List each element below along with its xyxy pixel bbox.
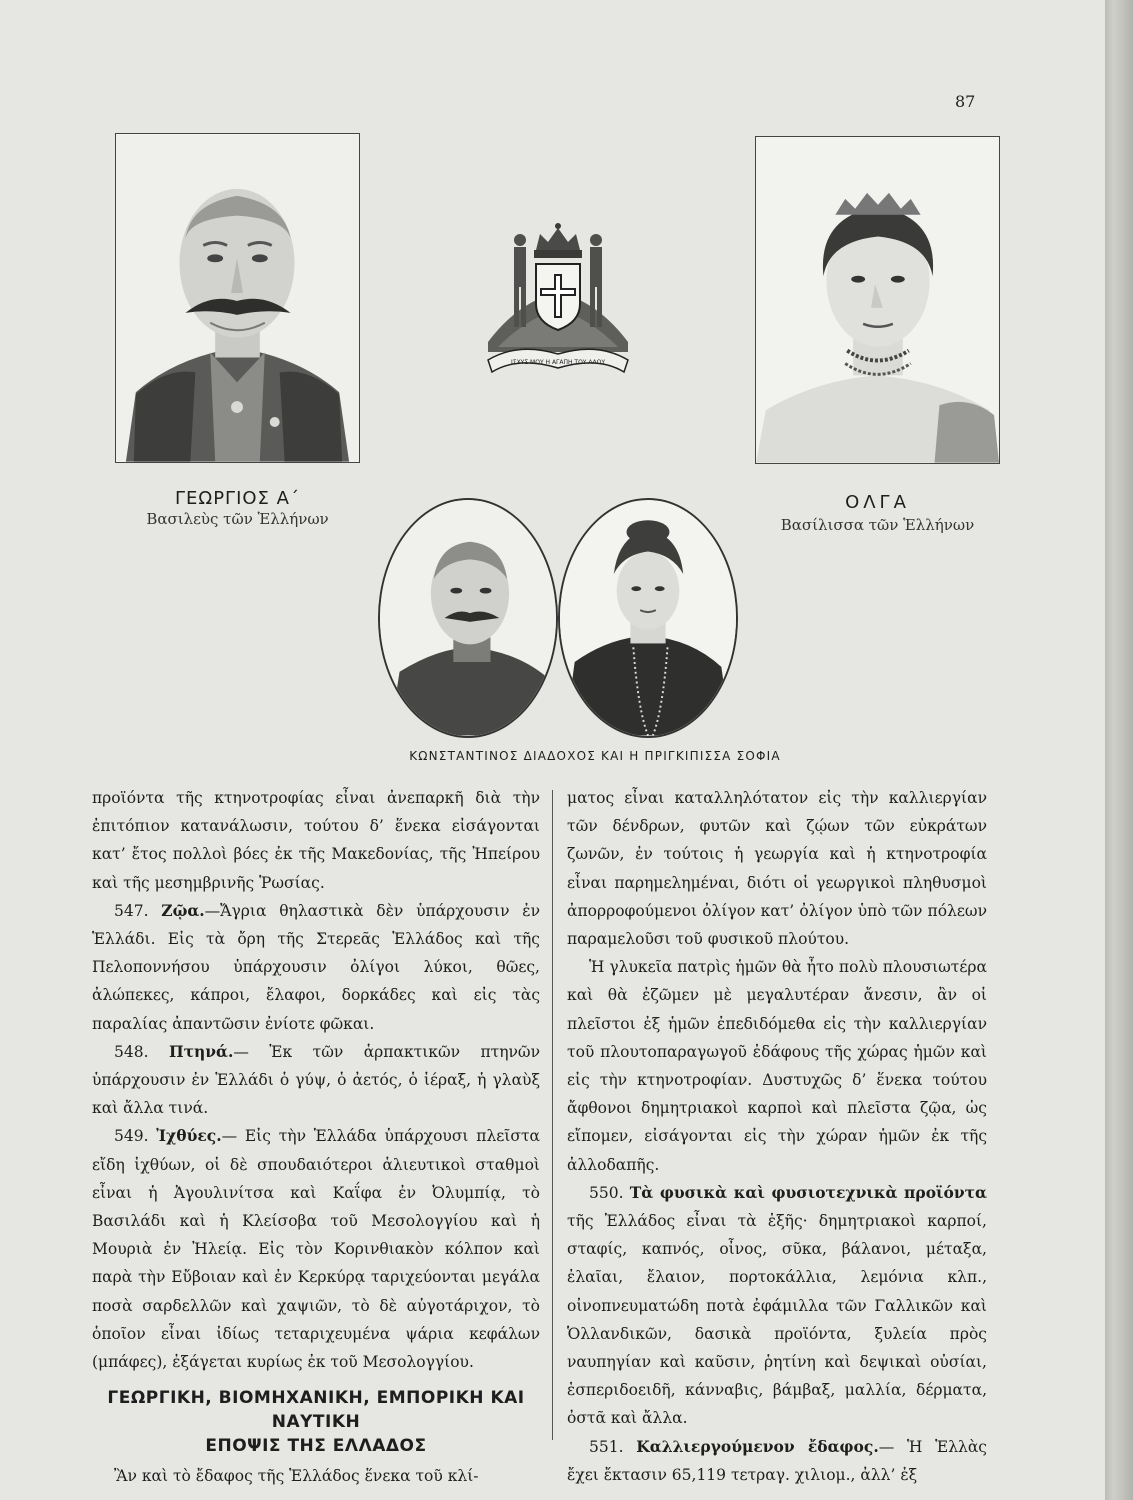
portrait-crown-prince-image	[380, 500, 556, 736]
oval-portraits-caption: ΚΩΝΣΤΑΝΤΙΝΟΣ ΔΙΑΔΟΧΟΣ ΚΑΙ Η ΠΡΙΓΚΙΠΙΣΣΑ ΣΟΦΙΑ	[409, 749, 781, 763]
section-heading-ichthyes: Ἰχθύες.	[156, 1126, 222, 1146]
section-number: 551.	[589, 1437, 624, 1456]
text-column-right	[567, 784, 987, 1489]
text-column-left	[92, 784, 540, 1490]
portrait-queen-olga-title: Βασίλισσα τῶν Ἑλλήνων	[780, 516, 975, 534]
paragraph: Ἂν καὶ τὸ ἔδαφος τῆς Ἑλλάδος ἕνεκα τοῦ κλί-	[114, 1467, 479, 1486]
section-551	[567, 1433, 987, 1489]
portrait-queen-olga-name: ΟΛΓΑ	[845, 492, 910, 513]
chapter-heading-line1: ΓΕΩΡΓΙΚΗ, ΒΙΟΜΗΧΑΝΙΚΗ, ΕΜΠΟΡΙΚΗ ΚΑΙ ΝΑΥΤΙΚΗ	[107, 1388, 525, 1433]
section-number: 549.	[114, 1127, 149, 1146]
section-549	[92, 1122, 540, 1376]
coat-of-arms	[478, 222, 638, 387]
section-heading-ptina: Πτηνά.	[168, 1041, 234, 1061]
portrait-queen-olga-image	[756, 137, 999, 463]
paragraph: ματος εἶναι καταλληλότατον εἰς τὴν καλλιεργίαν τῶν δένδρων, φυτῶν καὶ ζῴων τῶν εὐκράτων ζωνῶν, ἐν τούτοις ἡ γεωργία καὶ ἡ κτηνοτροφία εἶναι παρημελημέναι, διότι οἱ γεωργικοὶ πληθυσμοὶ ἀπορροφούμενοι ὀλίγον κατ’ ὀλίγον ὑπὸ τῶν πόλεων παραμελοῦσι τοῦ φυσικοῦ πλούτου.	[567, 789, 987, 949]
portrait-crown-prince-constantine	[378, 498, 558, 738]
section-548	[92, 1038, 540, 1123]
section-number: 548.	[114, 1042, 149, 1061]
coat-of-arms-image	[478, 222, 638, 387]
coat-of-arms-motto: ΙΣΧΥΣ ΜΟΥ Η ΑΓΑΠΗ ΤΟΥ ΛΑΟΥ	[511, 359, 605, 366]
column-divider	[552, 790, 553, 1440]
portrait-king-george-name: ΓΕΩΡΓΙΟΣ Α΄	[175, 488, 300, 509]
section-heading-zoa: Ζῷα.	[161, 900, 205, 920]
section-number: 547.	[114, 901, 149, 920]
portrait-queen-olga	[755, 136, 1000, 464]
section-text: — Ἐκ τῶν ἁρπακτικῶν πτηνῶν ὑπάρχουσιν ἐν Ἑλλάδι ὁ γύψ, ὁ ἀετός, ὁ ἱέραξ, ἡ γλαὺξ καὶ ἄλλα τινά.	[92, 1042, 540, 1118]
portrait-king-george-title: Βασιλεὺς τῶν Ἑλλήνων	[146, 510, 329, 528]
paragraph: προϊόντα τῆς κτηνοτροφίας εἶναι ἀνεπαρκῆ διὰ τὴν ἐπιτόπιον κατανάλωσιν, τούτου δ’ ἕνεκα εἰσάγονται κατ’ ἔτος πολλοὶ βόες ἐκ τῆς Μακεδονίας, τῆς Ἠπείρου καὶ τῆς μεσημβρινῆς Ῥωσίας.	[92, 789, 540, 892]
section-547	[92, 897, 540, 1038]
section-550	[567, 1179, 987, 1433]
portrait-princess-sophia-image	[560, 500, 736, 736]
section-heading-cultivated-land: Καλλιεργούμενον ἔδαφος.	[636, 1436, 879, 1456]
portrait-king-george-image	[116, 134, 359, 462]
chapter-heading	[92, 1386, 540, 1458]
portrait-princess-sophia	[558, 498, 738, 738]
portrait-king-george	[115, 133, 360, 463]
section-text: τῆς Ἑλλάδος εἶναι τὰ ἑξῆς· δημητριακοὶ καρποί, σταφίς, καπνός, οἶνος, σῦκα, βάλανοι, μέταξα, ἐλαῖαι, ἔλαιον, πορτοκάλλια, λεμόνια κλπ., οἰνοπνευματώδη ποτὰ ἐφάμιλλα τῶν Γαλλικῶν καὶ Ὁλλανδικῶν, δασικὰ προϊόντα, ξυλεία πρὸς ναυπηγίαν καὶ καῦσιν, ῥητίνη καὶ δεψικαὶ οὐσίαι, ἑσπεριδοειδῆ, κάνναβις, βάμβαξ, μαλλία, δέρματα, ὀστᾶ καὶ ἄλλα.	[567, 1212, 987, 1428]
section-text: — Εἰς τὴν Ἑλλάδα ὑπάρχουσι πλεῖστα εἴδη ἰχθύων, οἱ δὲ σπουδαιότεροι ἁλιευτικοὶ σταθμοὶ εἶναι ἡ Ἀγουλινίτσα καὶ Καΐφα ἐν Ὀλυμπίᾳ, τὸ Βασιλάδι καὶ ἡ Κλείσοβα τοῦ Μεσολογγίου καὶ ἡ Μουριὰ ἐν Ἠλείᾳ. Εἰς τὸν Κορινθιακὸν κόλπον καὶ παρὰ τὴν Εὔβοιαν καὶ ἐν Κερκύρᾳ ταριχεύονται μεγάλα ποσὰ σαρδελλῶν καὶ χαψιῶν, τὸ δὲ αὐγοτάριχον, τὸ ὁποῖον εἶναι ἰδίως τεταριχευμένα ψάρια κεφάλων (μπάφες), ἐξάγεται κυρίως ἐκ τοῦ Μεσολογγίου.	[92, 1127, 540, 1372]
book-page-edge	[1105, 0, 1133, 1500]
section-text: — Ἡ Ἑλλὰς ἔχει ἔκτασιν 65,119 τετραγ. χιλιομ., ἀλλ’ ἐξ	[567, 1437, 987, 1484]
section-heading-products: Τὰ φυσικὰ καὶ φυσιοτεχνικὰ προϊόντα	[629, 1182, 987, 1202]
chapter-heading-line2: ΕΠΟΨΙΣ ΤΗΣ ΕΛΛΑΔΟΣ	[205, 1436, 427, 1457]
section-number: 550.	[589, 1183, 624, 1202]
paragraph: Ἡ γλυκεῖα πατρὶς ἡμῶν θὰ ἦτο πολὺ πλουσιωτέρα καὶ θὰ ἐζῶμεν μὲ μεγαλυτέραν ἄνεσιν, ἂν οἱ πλεῖστοι ἐξ ἡμῶν ἐπεδιδόμεθα εἰς τὴν καλλιεργίαν τοῦ πλουτοπαραγωγοῦ ἐδάφους τῆς χώρας ἡμῶν καὶ εἰς τὴν κτηνοτροφίαν. Δυστυχῶς δ’ ἕνεκα τούτου ἄφθονοι δημητριακοὶ καρποὶ καὶ πλεῖστα ζῷα, ὡς εἴπομεν, εἰσάγονται εἰς τὴν χώραν ἡμῶν ἐκ τῆς ἀλλοδαπῆς.	[567, 958, 987, 1174]
page-number: 87	[955, 92, 976, 111]
section-text: —Ἄγρια θηλαστικὰ δὲν ὑπάρχουσιν ἐν Ἑλλάδι. Εἰς τὰ ὄρη τῆς Στερεᾶς Ἑλλάδος καὶ τῆς Πελοποννήσου ὑπάρχουσιν ὀλίγοι λύκοι, θῶες, ἀλώπεκες, κάπροι, ἔλαφοι, δορκάδες καὶ εἰς τὰς παραλίας ἀπαντῶσιν ἐνίοτε φῶκαι.	[92, 901, 540, 1033]
